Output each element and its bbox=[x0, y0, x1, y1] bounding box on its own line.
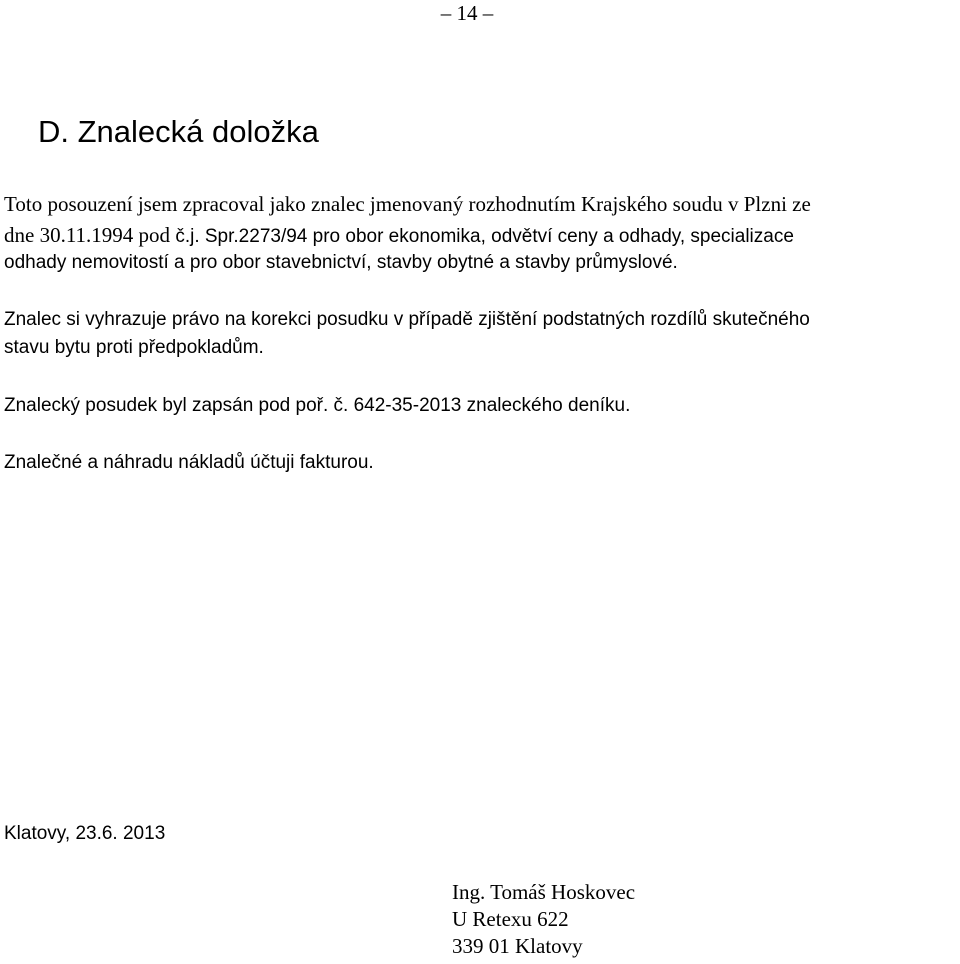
page-number: – 14 – bbox=[440, 1, 494, 25]
appointment-line-2 bbox=[4, 222, 794, 250]
signature-street: U Retexu 622 bbox=[452, 907, 569, 931]
signature-name: Ing. Tomáš Hoskovec bbox=[452, 880, 636, 904]
place-date: Klatovy, 23.6. 2013 bbox=[4, 823, 166, 844]
appointment-line-2-serif-part: dne 30.11.1994 pod bbox=[4, 223, 171, 247]
section-heading: D. Znalecká doložka bbox=[38, 114, 319, 149]
signature-city: 339 01 Klatovy bbox=[452, 934, 583, 958]
appointment-line-2-sans-part: č.j. Spr.2273/94 pro obor ekonomika, odvětví ceny a odhady, specializace bbox=[170, 226, 794, 247]
appointment-line-3: odhady nemovitostí a pro obor stavebnictví, stavby obytné a stavby průmyslové. bbox=[4, 252, 678, 273]
registration-line-1: Znalecký posudek byl zapsán pod poř. č. 642-35-2013 znaleckého deníku. bbox=[4, 395, 631, 416]
reservation-line-1: Znalec si vyhrazuje právo na korekci posudku v případě zjištění podstatných rozdílů skutečného bbox=[4, 309, 810, 330]
fees-line-1: Znalečné a náhradu nákladů účtuji fakturou. bbox=[4, 452, 374, 473]
reservation-line-2: stavu bytu proti předpokladům. bbox=[4, 337, 264, 358]
appointment-line-1: Toto posouzení jsem zpracoval jako znalec jmenovaný rozhodnutím Krajského soudu v Plzni ze bbox=[4, 192, 811, 216]
